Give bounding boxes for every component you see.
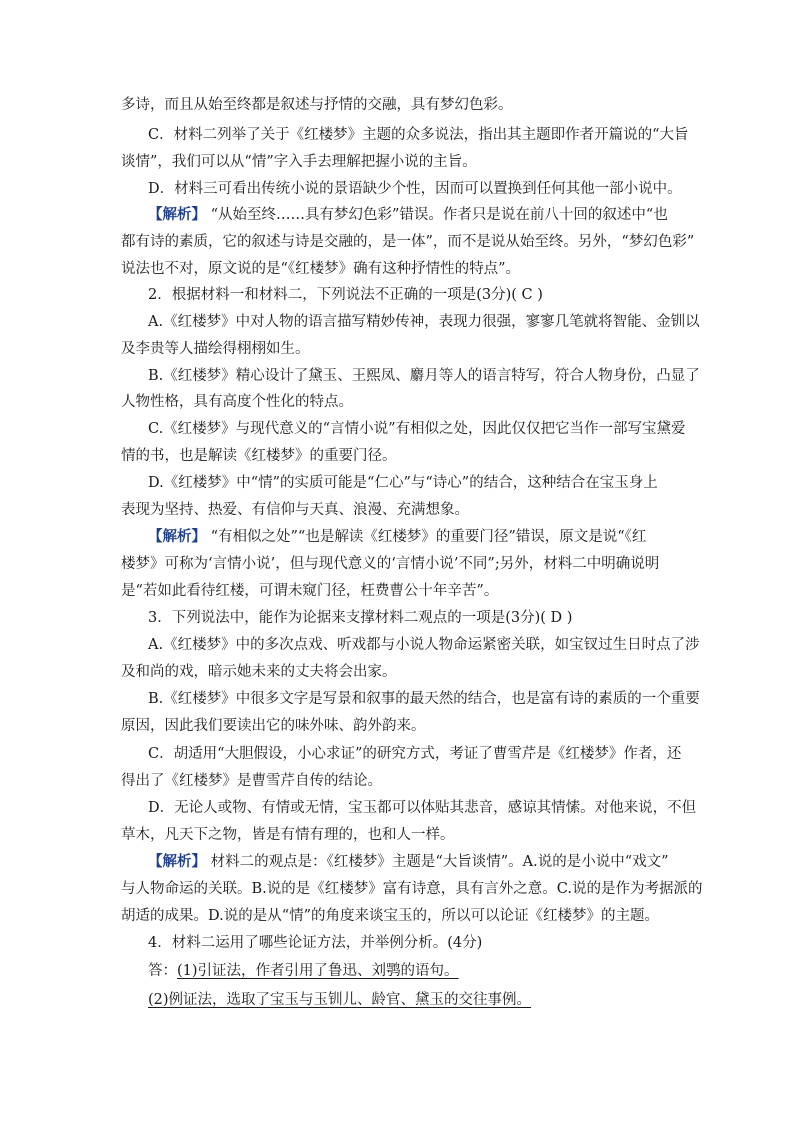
q2-option-b-line1: B.《红楼梦》精心设计了黛玉、王熙凤、麝月等人的语言特写，符合人物身份，凸显了 — [148, 368, 700, 384]
q2-option-c-line1: C.《红楼梦》与现代意义的“言情小说”有相似之处，因此仅仅把它当作一部写宝黛爱 — [148, 421, 686, 437]
q1-analysis-line1 — [148, 205, 668, 225]
analysis-tag: 【解析】 — [148, 528, 206, 545]
q3-option-c-line2: 得出了《红楼梦》是曹雪芹自传的结论。 — [121, 773, 382, 789]
q1-cont-line: 多诗，而且从始至终都是叙述与抒情的交融，具有梦幻色彩。 — [121, 97, 513, 113]
q4-answer-line1 — [148, 961, 459, 981]
q3-option-c-line1: C．胡适用“大胆假设，小心求证”的研究方式，考证了曹雪芹是《红楼梦》作者，还 — [148, 746, 682, 762]
q3-analysis-line1 — [148, 852, 669, 872]
q2-option-d-line2: 表现为坚持、热爱、有信仰与天真、浪漫、充满想象。 — [121, 502, 469, 518]
q2-option-b-line2: 人物性格，具有高度个性化的特点。 — [121, 394, 353, 410]
q2-option-c-line2: 情的书，也是解读《红楼梦》的重要门径。 — [121, 448, 397, 464]
q2-analysis-line1 — [148, 527, 646, 547]
q4-stem: 4．材料二运用了哪些论证方法，并举例分析。(4分) — [148, 935, 483, 951]
q2-analysis-text: “有相似之处”“也是解读《红楼梦》的重要门径”错误，原文是说“《红 — [210, 529, 647, 545]
q2-option-a-line2: 及李贵等人描绘得栩栩如生。 — [121, 341, 310, 357]
q2-analysis-line3: 是“若如此看待红楼，可谓未窥门径，枉费曹公十年辛苦”。 — [121, 583, 499, 599]
q3-option-d-line2: 草木，凡天下之物，皆是有情有理的，也和人一样。 — [121, 827, 455, 843]
q1-analysis-line3: 说法也不对，原文说的是“《红楼梦》确有这种抒情性的特点”。 — [121, 261, 521, 277]
q4-answer-1: (1)引证法，作者引用了鲁迅、刘鹗的语句。 — [177, 963, 459, 979]
q3-analysis-text: 材料二的观点是：《红楼梦》主题是“大旨谈情”。A.说的是小说中“戏文” — [210, 854, 669, 870]
q3-analysis-line3: 胡适的成果。D.说的是从“情”的角度来谈宝玉的，所以可以论证《红楼梦》的主题。 — [121, 908, 660, 924]
q2-analysis-line2: 楼梦》可称为‘言情小说’，但与现代意义的‘言情小说’不同”;另外，材料二中明确说明 — [121, 556, 660, 572]
q2-option-d-line1: D.《红楼梦》中“情”的实质可能是“仁心”与“诗心”的结合，这种结合在宝玉身上 — [148, 475, 658, 491]
q3-analysis-line2: 与人物命运的关联。B.说的是《红楼梦》富有诗意，具有言外之意。C.说的是作为考据派的 — [121, 881, 703, 897]
answer-label: 答： — [148, 963, 177, 979]
q1-option-c-line2: 谈情”，我们可以从“情”字入手去理解把握小说的主旨。 — [121, 154, 477, 170]
q2-option-a-line1: A.《红楼梦》中对人物的语言描写精妙传神，表现力很强，寥寥几笔就将智能、金钏以 — [148, 314, 700, 330]
q3-option-a-line2: 及和尚的戏，暗示她未来的丈夫将会出家。 — [121, 664, 397, 680]
q1-option-c-line1: C．材料二列举了关于《红楼梦》主题的众多说法，指出其主题即作者开篇说的“大旨 — [148, 127, 689, 143]
q4-answer-line2 — [148, 990, 531, 1010]
q1-analysis-line2: 都有诗的素质，它的叙述与诗是交融的，是一体”，而不是说从始至终。另外，“梦幻色彩” — [121, 234, 695, 250]
q3-option-d-line1: D．无论人或物、有情或无情，宝玉都可以体贴其悲音，感谅其情愫。对他来说，不但 — [148, 800, 697, 816]
q3-stem: 3．下列说法中，能作为论据来支撑材料二观点的一项是(3分)( D ) — [148, 610, 573, 626]
q2-stem: 2．根据材料一和材料二，下列说法不正确的一项是(3分)( C ) — [148, 287, 543, 303]
q4-answer-2: (2)例证法，选取了宝玉与玉钏儿、龄官、黛玉的交往事例。 — [148, 992, 532, 1008]
q1-option-d: D．材料三可看出传统小说的景语缺少个性，因而可以置换到任何其他一部小说中。 — [148, 181, 682, 197]
analysis-tag: 【解析】 — [148, 206, 206, 223]
q1-analysis-text: “从始至终……具有梦幻色彩”错误。作者只是说在前八十回的叙述中“也 — [210, 207, 668, 223]
q3-option-a-line1: A.《红楼梦》中的多次点戏、听戏都与小说人物命运紧密关联，如宝钗过生日时点了涉 — [148, 637, 700, 653]
q3-option-b-line1: B.《红楼梦》中很多文字是写景和叙事的最天然的结合，也是富有诗的素质的一个重要 — [148, 691, 700, 707]
analysis-tag: 【解析】 — [148, 853, 206, 870]
q3-option-b-line2: 原因，因此我们要读出它的味外味、韵外韵来。 — [121, 718, 426, 734]
